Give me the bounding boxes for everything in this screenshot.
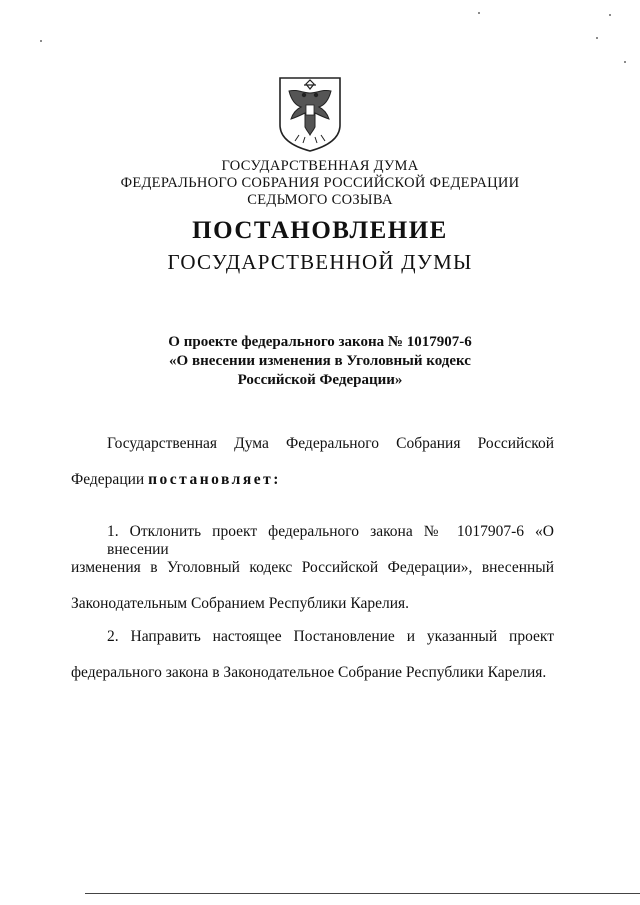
header-line-3: СЕДЬМОГО СОЗЫВА	[247, 192, 393, 208]
document-subtitle: ГОСУДАРСТВЕННОЙ ДУМЫ	[167, 250, 473, 274]
scan-speck	[624, 61, 626, 63]
header-line-1: ГОСУДАРСТВЕННАЯ ДУМА	[221, 158, 419, 174]
subject-line-3: Российской Федерации»	[237, 372, 403, 388]
scan-speck	[596, 37, 598, 39]
scan-speck	[609, 14, 611, 16]
item-1-line-1: 1. Отклонить проект федерального закона № 1017907-6 «О внесении	[107, 523, 554, 558]
header-line-2: ФЕДЕРАЛЬНОГО СОБРАНИЯ РОССИЙСКОЙ ФЕДЕРАЦИИ	[120, 175, 520, 191]
preamble-text: Федерации	[71, 471, 149, 488]
scan-speck	[40, 40, 42, 42]
item-2-line-2: федерального закона в Законодательное Собрание Республики Карелия.	[71, 664, 547, 681]
coat-of-arms-emblem	[277, 75, 343, 153]
item-1-line-2: изменения в Уголовный кодекс Российской Федерации», внесенный	[71, 559, 554, 576]
scan-edge-line	[85, 893, 640, 894]
document-title: ПОСТАНОВЛЕНИЕ	[192, 217, 448, 244]
item-2-line-1: 2. Направить настоящее Постановление и указанный проект	[107, 628, 554, 645]
resolution-keyword: постановляет:	[148, 471, 281, 488]
subject-line-2: «О внесении изменения в Уголовный кодекс	[169, 353, 471, 369]
subject-line-1: О проекте федерального закона № 1017907-6	[168, 334, 472, 350]
scan-speck	[478, 12, 480, 14]
preamble-line-2	[71, 471, 571, 489]
preamble-line-1: Государственная Дума Федерального Собрания Российской	[107, 435, 554, 452]
item-1-line-3: Законодательным Собранием Республики Карелия.	[71, 595, 410, 612]
